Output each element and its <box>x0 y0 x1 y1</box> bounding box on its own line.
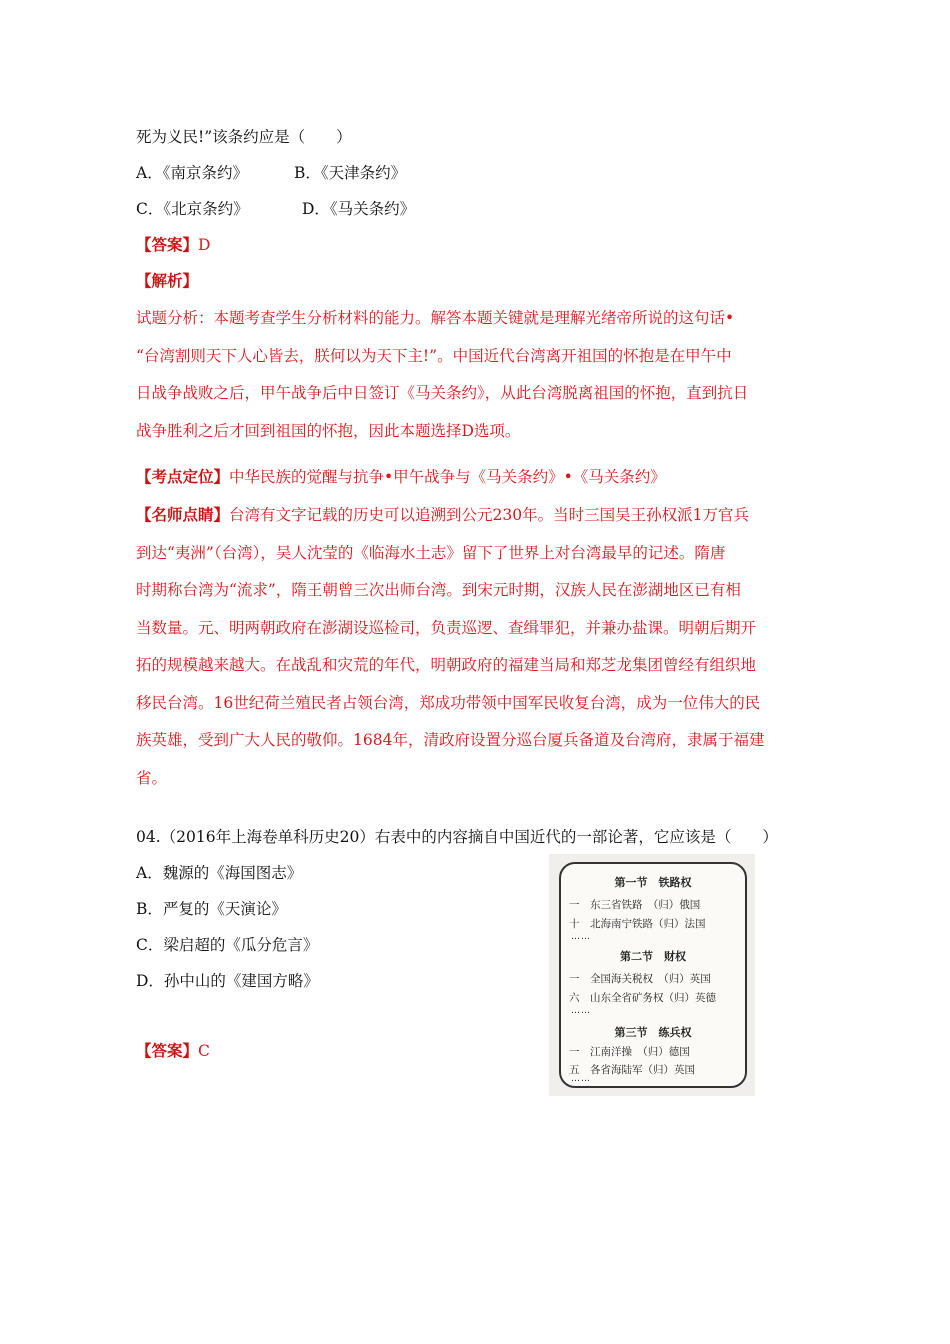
kaodian-text: 中华民族的觉醒与抗争•甲午战争与《马关条约》•《马关条约》 <box>229 468 666 486</box>
q3-options-row-1 <box>136 162 407 184</box>
answer-value: C <box>198 1042 210 1060</box>
analysis-line: 日战争战败之后，甲午战争后中日签订《马关条约》，从此台湾脱离祖国的怀抱，直到抗日 <box>136 384 749 402</box>
analysis-line: “台湾割则天下人心皆去，朕何以为天下主!”。中国近代台湾离开祖国的怀抱是在甲午中 <box>136 346 732 365</box>
analysis-label: 【解析】 <box>136 271 199 290</box>
mingshi-line: 当数量。元、明两朝政府在澎湖设巡检司，负责巡逻、查缉罪犯，并兼办盐课。明朝后期开 <box>136 618 757 637</box>
figure-dots: …… <box>571 1006 591 1016</box>
mingshi-first-line <box>136 496 816 535</box>
q3-analysis-body <box>136 300 816 450</box>
figure-row: 十 北海南宁铁路（归）法国 <box>569 918 706 930</box>
q3-stem-end: 死为义民!”该条约应是（ ） <box>136 128 352 146</box>
figure-row: 一 东三省铁路 （归）俄国 <box>569 899 701 911</box>
q4-option-c: C．梁启超的《瓜分危言》 <box>136 936 319 954</box>
q3-option-b: B．《天津条约》 <box>294 164 407 182</box>
analysis-line: 试题分析：本题考查学生分析材料的能力。解答本题关键就是理解光绪帝所说的这句话• <box>136 309 735 327</box>
q3-option-d: D．《马关条约》 <box>302 200 416 218</box>
mingshi-line: 省。 <box>136 768 168 787</box>
figure-section-1: 第一节 铁路权 <box>614 876 692 889</box>
mingshi-line: 拓的规模越来越大。在战乱和灾荒的年代，明朝政府的福建当局和郑芝龙集团曾经有组织地 <box>136 656 757 674</box>
q3-options-row-2 <box>136 198 416 220</box>
figure-row: 六 山东全省矿务权（归）英德 <box>569 992 716 1004</box>
mingshi-line: 族英雄，受到广大人民的敬仰。1684年，清政府设置分巡台厦兵备道及台湾府，隶属于福建 <box>136 731 765 749</box>
kaodian-label: 【考点定位】 <box>136 467 230 486</box>
figure-card <box>559 862 747 1088</box>
mingshi-first-text: 台湾有文字记载的历史可以追溯到公元230年。当时三国吴王孙权派1万官兵 <box>229 506 749 524</box>
q4-answer <box>136 1040 210 1062</box>
q4-option-d: D．孙中山的《建国方略》 <box>136 972 319 990</box>
answer-label: 【答案】 <box>136 1041 199 1060</box>
mingshi-line: 到达“夷洲”（台湾），吴人沈莹的《临海水土志》留下了世界上对台湾最早的记述。隋唐 <box>136 543 726 562</box>
answer-label: 【答案】 <box>136 235 199 254</box>
q3-option-c: C．《北京条约》 <box>136 200 249 218</box>
q4-option-a: A．魏源的《海国图志》 <box>136 864 303 882</box>
analysis-line: 战争胜利之后才回到祖国的怀抱，因此本题选择D选项。 <box>136 421 521 440</box>
figure-row: 一 全国海关税权 （归）英国 <box>569 973 711 985</box>
mingshi-line: 时期称台湾为“流求”，隋王朝曾三次出师台湾。到宋元时期，汉族人民在澎湖地区已有相 <box>136 581 741 599</box>
mingshi-line: 移民台湾。16世纪荷兰殖民者占领台湾，郑成功带领中国军民收复台湾，成为一位伟大的民 <box>136 693 761 712</box>
figure-row: 一 江南洋操 （归）德国 <box>569 1046 690 1058</box>
figure-section-3: 第三节 练兵权 <box>614 1026 692 1039</box>
answer-value: D <box>198 236 211 254</box>
q3-mingshi-body <box>136 496 816 797</box>
figure-section-2: 第二节 财权 <box>620 950 686 963</box>
q3-option-a: A．《南京条约》 <box>136 164 248 182</box>
figure-row: 五 各省海陆军（归）英国 <box>569 1064 695 1076</box>
q4-option-b: B．严复的《天演论》 <box>136 900 287 918</box>
q4-stem: 04.（2016年上海卷单科历史20）右表中的内容摘自中国近代的一部论著，它应该是（ ） <box>136 828 778 846</box>
q3-analysis-label <box>136 270 198 292</box>
q3-kaodian <box>136 466 666 488</box>
figure-dots: …… <box>571 932 591 942</box>
q4-figure <box>549 854 755 1096</box>
mingshi-label: 【名师点睛】 <box>136 505 230 524</box>
figure-dots: …… <box>571 1074 591 1084</box>
q3-answer <box>136 234 210 256</box>
